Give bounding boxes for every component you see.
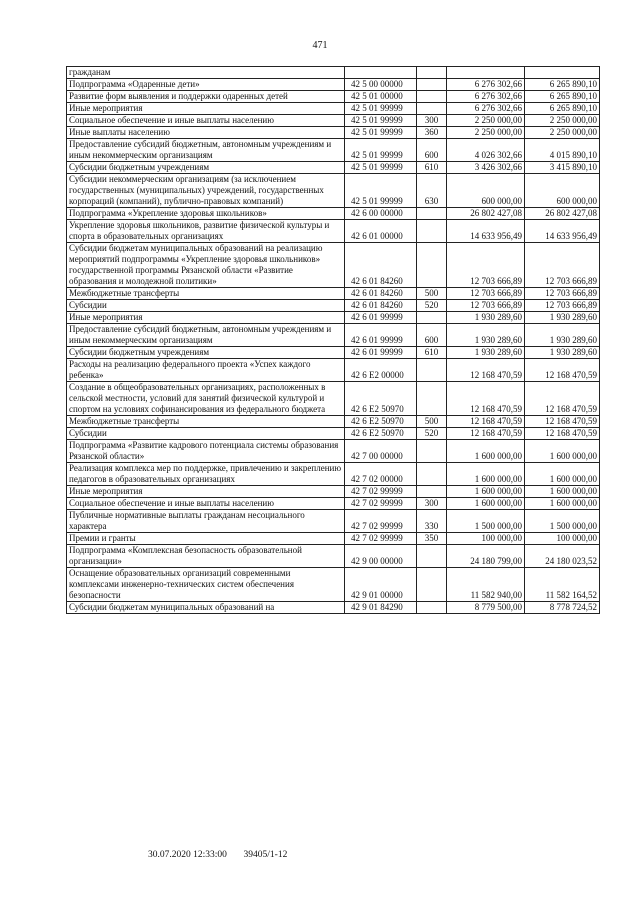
row-amount-2: 1 500 000,00 xyxy=(525,510,600,533)
row-expense-type xyxy=(417,103,447,115)
row-target-code: 42 6 01 84260 xyxy=(345,243,417,288)
row-target-code: 42 6 01 84260 xyxy=(345,288,417,300)
row-amount-1: 6 276 302,66 xyxy=(447,103,525,115)
row-name: Предоставление субсидий бюджетным, автономным учреждениям и иным некоммерческим организациям xyxy=(67,324,345,347)
row-name: Субсидии xyxy=(67,300,345,312)
row-target-code: 42 6 E2 50970 xyxy=(345,416,417,428)
row-target-code: 42 6 00 00000 xyxy=(345,208,417,220)
row-target-code: 42 6 01 99999 xyxy=(345,347,417,359)
row-target-code: 42 6 01 99999 xyxy=(345,324,417,347)
row-target-code: 42 7 02 99999 xyxy=(345,486,417,498)
row-amount-2: 1 600 000,00 xyxy=(525,463,600,486)
footer-timestamp: 30.07.2020 12:33:00 xyxy=(148,850,227,860)
table-row xyxy=(67,324,600,347)
row-name: Межбюджетные трансферты xyxy=(67,288,345,300)
page-number: 471 xyxy=(312,40,328,51)
row-target-code: 42 6 01 00000 xyxy=(345,220,417,243)
row-amount-1: 1 500 000,00 xyxy=(447,510,525,533)
row-target-code xyxy=(345,67,417,79)
row-amount-2: 2 250 000,00 xyxy=(525,115,600,127)
row-name: Иные мероприятия xyxy=(67,486,345,498)
row-target-code: 42 6 E2 50970 xyxy=(345,382,417,416)
row-amount-2: 12 168 470,59 xyxy=(525,359,600,382)
row-expense-type: 350 xyxy=(417,533,447,545)
row-expense-type xyxy=(417,463,447,486)
row-amount-2: 12 168 470,59 xyxy=(525,416,600,428)
row-expense-type: 600 xyxy=(417,139,447,162)
row-amount-2: 8 778 724,52 xyxy=(525,602,600,614)
row-amount-1: 4 026 302,66 xyxy=(447,139,525,162)
row-amount-2: 6 265 890,10 xyxy=(525,103,600,115)
row-expense-type: 610 xyxy=(417,162,447,174)
row-amount-2: 12 703 666,89 xyxy=(525,243,600,288)
row-amount-1: 1 930 289,60 xyxy=(447,312,525,324)
row-target-code: 42 5 01 00000 xyxy=(345,91,417,103)
row-expense-type xyxy=(417,79,447,91)
table-row xyxy=(67,440,600,463)
row-name: Субсидии бюджетам муниципальных образований на реализацию мероприятий подпрограммы «Укрепление здоровья школьников» государственной программы Рязанской области «Развитие образования и молодежной политики» xyxy=(67,243,345,288)
row-amount-2 xyxy=(525,67,600,79)
table-row xyxy=(67,162,600,174)
row-expense-type xyxy=(417,220,447,243)
row-amount-2: 12 703 666,89 xyxy=(525,300,600,312)
row-amount-2: 100 000,00 xyxy=(525,533,600,545)
row-amount-1: 12 168 470,59 xyxy=(447,416,525,428)
table-row xyxy=(67,79,600,91)
row-amount-1: 2 250 000,00 xyxy=(447,115,525,127)
row-amount-1: 12 703 666,89 xyxy=(447,243,525,288)
row-expense-type: 300 xyxy=(417,498,447,510)
row-amount-1: 1 600 000,00 xyxy=(447,440,525,463)
table-row xyxy=(67,545,600,568)
row-amount-2: 1 600 000,00 xyxy=(525,486,600,498)
row-amount-1: 2 250 000,00 xyxy=(447,127,525,139)
row-amount-1: 100 000,00 xyxy=(447,533,525,545)
row-expense-type xyxy=(417,545,447,568)
row-amount-2: 3 415 890,10 xyxy=(525,162,600,174)
row-name: гражданам xyxy=(67,67,345,79)
table-row xyxy=(67,67,600,79)
row-amount-2: 1 930 289,60 xyxy=(525,324,600,347)
row-name: Предоставление субсидий бюджетным, автономным учреждениям и иным некоммерческим организациям xyxy=(67,139,345,162)
row-amount-1: 6 276 302,66 xyxy=(447,79,525,91)
row-amount-2: 1 930 289,60 xyxy=(525,312,600,324)
table-row xyxy=(67,312,600,324)
row-target-code: 42 9 00 00000 xyxy=(345,545,417,568)
footer xyxy=(148,850,287,860)
table-row xyxy=(67,139,600,162)
table-row xyxy=(67,428,600,440)
row-amount-2: 24 180 023,52 xyxy=(525,545,600,568)
row-target-code: 42 9 01 00000 xyxy=(345,568,417,602)
table-body xyxy=(67,67,600,614)
row-expense-type xyxy=(417,382,447,416)
row-target-code: 42 5 01 99999 xyxy=(345,115,417,127)
table-row xyxy=(67,347,600,359)
row-name: Иные мероприятия xyxy=(67,312,345,324)
row-amount-2: 12 703 666,89 xyxy=(525,288,600,300)
row-expense-type: 600 xyxy=(417,324,447,347)
row-name: Социальное обеспечение и иные выплаты населению xyxy=(67,115,345,127)
row-expense-type: 300 xyxy=(417,115,447,127)
row-amount-2: 6 265 890,10 xyxy=(525,79,600,91)
row-amount-2: 6 265 890,10 xyxy=(525,91,600,103)
table-row xyxy=(67,498,600,510)
table-row xyxy=(67,300,600,312)
row-amount-1: 14 633 956,49 xyxy=(447,220,525,243)
row-expense-type: 520 xyxy=(417,428,447,440)
row-amount-1: 24 180 799,00 xyxy=(447,545,525,568)
row-amount-1: 12 168 470,59 xyxy=(447,382,525,416)
row-name: Премии и гранты xyxy=(67,533,345,545)
row-amount-2: 4 015 890,10 xyxy=(525,139,600,162)
row-name: Создание в общеобразовательных организациях, расположенных в сельской местности, условий для занятий физической культурой и спортом на условиях софинансирования из федерального бюджета xyxy=(67,382,345,416)
row-name: Расходы на реализацию федерального проекта «Успех каждого ребенка» xyxy=(67,359,345,382)
row-target-code: 42 7 02 99999 xyxy=(345,498,417,510)
row-target-code: 42 5 01 99999 xyxy=(345,162,417,174)
row-expense-type xyxy=(417,440,447,463)
row-amount-1: 1 930 289,60 xyxy=(447,347,525,359)
row-name: Подпрограмма «Комплексная безопасность образовательной организации» xyxy=(67,545,345,568)
table-row xyxy=(67,533,600,545)
row-expense-type: 520 xyxy=(417,300,447,312)
row-expense-type: 500 xyxy=(417,288,447,300)
row-name: Социальное обеспечение и иные выплаты населению xyxy=(67,498,345,510)
row-target-code: 42 5 01 99999 xyxy=(345,174,417,208)
table-row xyxy=(67,220,600,243)
row-name: Субсидии xyxy=(67,428,345,440)
row-amount-1: 11 582 940,00 xyxy=(447,568,525,602)
row-name: Подпрограмма «Развитие кадрового потенциала системы образования Рязанской области» xyxy=(67,440,345,463)
row-expense-type xyxy=(417,568,447,602)
row-name: Реализация комплекса мер по поддержке, привлечению и закреплению педагогов в образовательных организациях xyxy=(67,463,345,486)
row-amount-1: 12 703 666,89 xyxy=(447,288,525,300)
row-amount-1: 1 930 289,60 xyxy=(447,324,525,347)
row-amount-1 xyxy=(447,67,525,79)
table-row xyxy=(67,103,600,115)
row-amount-1: 3 426 302,66 xyxy=(447,162,525,174)
row-expense-type xyxy=(417,243,447,288)
row-target-code: 42 9 01 84290 xyxy=(345,602,417,614)
budget-table xyxy=(66,66,600,614)
row-expense-type: 360 xyxy=(417,127,447,139)
table-row xyxy=(67,359,600,382)
row-amount-2: 1 600 000,00 xyxy=(525,440,600,463)
row-target-code: 42 5 01 99999 xyxy=(345,103,417,115)
row-amount-1: 1 600 000,00 xyxy=(447,486,525,498)
row-target-code: 42 7 00 00000 xyxy=(345,440,417,463)
table-row xyxy=(67,127,600,139)
row-name: Развитие форм выявления и поддержки одаренных детей xyxy=(67,91,345,103)
footer-doc-id: 39405/1-12 xyxy=(243,850,288,860)
row-amount-1: 8 779 500,00 xyxy=(447,602,525,614)
row-amount-2: 12 168 470,59 xyxy=(525,428,600,440)
row-expense-type xyxy=(417,91,447,103)
row-expense-type xyxy=(417,359,447,382)
row-name: Оснащение образовательных организаций современными комплексами инженерно-технических систем обеспечения безопасности xyxy=(67,568,345,602)
row-amount-1: 26 802 427,08 xyxy=(447,208,525,220)
row-amount-1: 6 276 302,66 xyxy=(447,91,525,103)
row-name: Подпрограмма «Укрепление здоровья школьников» xyxy=(67,208,345,220)
row-name: Иные выплаты населению xyxy=(67,127,345,139)
row-expense-type: 610 xyxy=(417,347,447,359)
row-amount-2: 1 600 000,00 xyxy=(525,498,600,510)
row-amount-2: 12 168 470,59 xyxy=(525,382,600,416)
row-name: Публичные нормативные выплаты гражданам несоциального характера xyxy=(67,510,345,533)
row-amount-1: 600 000,00 xyxy=(447,174,525,208)
row-name: Подпрограмма «Одаренные дети» xyxy=(67,79,345,91)
row-expense-type xyxy=(417,67,447,79)
table-row xyxy=(67,91,600,103)
table-row xyxy=(67,568,600,602)
row-amount-2: 600 000,00 xyxy=(525,174,600,208)
row-amount-2: 11 582 164,52 xyxy=(525,568,600,602)
row-expense-type xyxy=(417,208,447,220)
row-amount-2: 14 633 956,49 xyxy=(525,220,600,243)
row-expense-type xyxy=(417,312,447,324)
table-row xyxy=(67,602,600,614)
row-amount-2: 26 802 427,08 xyxy=(525,208,600,220)
row-amount-2: 1 930 289,60 xyxy=(525,347,600,359)
row-name: Субсидии бюджетам муниципальных образований на xyxy=(67,602,345,614)
row-target-code: 42 7 02 00000 xyxy=(345,463,417,486)
row-name: Субсидии некоммерческим организациям (за исключением государственных (муниципальных) учреждений, государственных корпораций (компаний), публично-правовых компаний) xyxy=(67,174,345,208)
row-target-code: 42 6 01 99999 xyxy=(345,312,417,324)
row-name: Иные мероприятия xyxy=(67,103,345,115)
table-row xyxy=(67,486,600,498)
row-amount-1: 12 168 470,59 xyxy=(447,428,525,440)
row-target-code: 42 5 01 99999 xyxy=(345,139,417,162)
row-target-code: 42 6 E2 00000 xyxy=(345,359,417,382)
row-amount-1: 12 703 666,89 xyxy=(447,300,525,312)
row-amount-1: 1 600 000,00 xyxy=(447,498,525,510)
table-row xyxy=(67,510,600,533)
table-row xyxy=(67,208,600,220)
row-name: Субсидии бюджетным учреждениям xyxy=(67,347,345,359)
row-amount-1: 12 168 470,59 xyxy=(447,359,525,382)
row-target-code: 42 6 01 84260 xyxy=(345,300,417,312)
row-target-code: 42 7 02 99999 xyxy=(345,533,417,545)
table-row xyxy=(67,416,600,428)
row-name: Субсидии бюджетным учреждениям xyxy=(67,162,345,174)
row-expense-type: 500 xyxy=(417,416,447,428)
table-row xyxy=(67,115,600,127)
row-amount-1: 1 600 000,00 xyxy=(447,463,525,486)
row-target-code: 42 7 02 99999 xyxy=(345,510,417,533)
table-row xyxy=(67,174,600,208)
row-name: Межбюджетные трансферты xyxy=(67,416,345,428)
row-target-code: 42 5 01 99999 xyxy=(345,127,417,139)
row-target-code: 42 6 E2 50970 xyxy=(345,428,417,440)
row-name: Укрепление здоровья школьников, развитие физической культуры и спорта в образовательных организациях xyxy=(67,220,345,243)
row-amount-2: 2 250 000,00 xyxy=(525,127,600,139)
row-expense-type xyxy=(417,486,447,498)
row-expense-type: 630 xyxy=(417,174,447,208)
row-expense-type xyxy=(417,602,447,614)
row-expense-type: 330 xyxy=(417,510,447,533)
table-row xyxy=(67,243,600,288)
table-row xyxy=(67,382,600,416)
table-row xyxy=(67,463,600,486)
row-target-code: 42 5 00 00000 xyxy=(345,79,417,91)
table-row xyxy=(67,288,600,300)
